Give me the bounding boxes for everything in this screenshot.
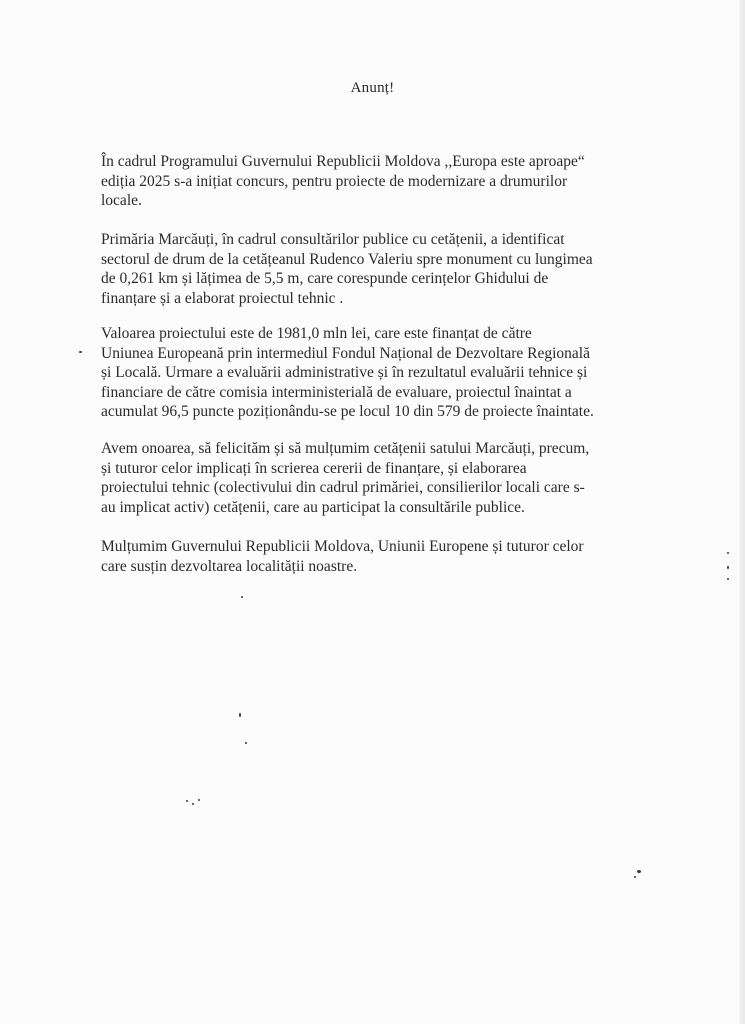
text-line: acumulat 96,5 puncte poziționându-se pe locul 10 din 579 de proiecte înaintate. [101,403,594,420]
text-line: Uniunea Europeană prin intermediul Fondul Național de Dezvoltare Regională [101,344,590,362]
text-line: financiare de către comisia interministerială de evaluare, proiectul înaintat a [101,383,572,401]
scan-speck [79,351,82,353]
text-line: de 0,261 km și lățimea de 5,5 m, care corespunde cerințelor Ghidului de [101,270,549,287]
text-line: Primăria Marcăuți, în cadrul consultărilor publice cu cetățenii, a identificat [101,231,565,248]
scan-speck [245,742,247,744]
scan-speck [727,578,729,580]
scan-speck [239,713,241,717]
scan-speck [727,566,729,569]
text-line: Avem onoarea, să felicităm și să mulțumim cetățenii satului Marcăuți, precum, [101,440,590,457]
text-line: Mulțumim Guvernului Republicii Moldova, Uniunii Europene și tuturor celor [101,538,584,555]
scan-speck [198,799,200,801]
scan-speck [241,596,243,598]
scan-speck [727,552,729,554]
scan-speck [637,870,641,873]
text-line: ediția 2025 s-a inițiat concurs, pentru proiecte de modernizare a drumurilor [101,172,568,190]
paragraph-program-announcement [101,152,671,211]
document-title: Anunț! [350,80,395,96]
paragraph-congratulations [101,439,671,517]
text-line: sectorul de drum de la cetățeanul Rudenco Valeriu spre monument cu lungimea [101,250,593,268]
text-line: Valoarea proiectului este de 1981,0 mln lei, care este finanțat de către [101,325,532,342]
text-line: și Locală. Urmare a evaluării administrative și în rezultatul evaluării tehnice și [101,364,588,381]
text-line: locale. [101,192,142,209]
text-line: proiectului tehnic (colectivului din cadrul primăriei, consilierilor locali care s- [101,479,585,496]
text-line: și tuturor celor implicați în scrierea cererii de finanțare, și elaborarea [101,459,527,477]
paragraph-road-sector [101,230,671,308]
scan-speck [192,803,194,805]
text-line: care susțin dezvoltarea localității noastre. [101,557,358,575]
paragraph-project-value [101,324,671,422]
text-line: au implicat activ) cetățenii, care au participat la consultările publice. [101,498,525,516]
scan-speck [186,800,188,802]
paragraph-thanks [101,537,671,576]
text-line: În cadrul Programului Guvernului Republicii Moldova ,,Europa este aproape“ [101,153,585,170]
text-line: finanțare și a elaborat proiectul tehnic . [101,289,344,307]
page-edge-shadow [739,0,745,1024]
scan-speck [634,876,636,878]
